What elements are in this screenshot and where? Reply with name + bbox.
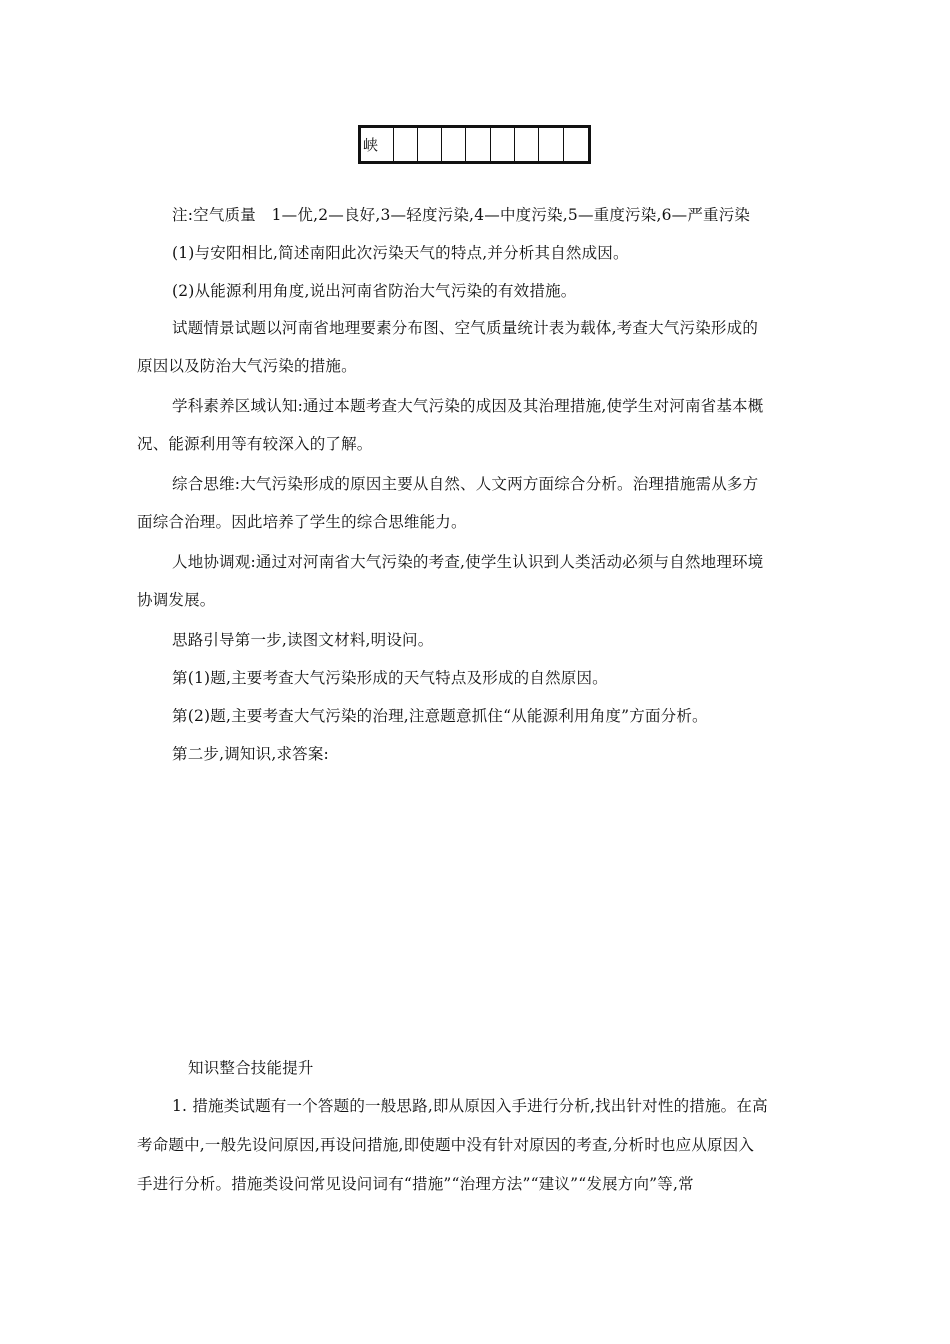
analysis-line: 协调发展。 (137, 591, 216, 609)
table-cell-city: 峡 (361, 128, 394, 161)
table-cell (491, 128, 515, 161)
table-cell (539, 128, 563, 161)
analysis-line: 第二步,调知识,求答案: (172, 745, 329, 763)
knowledge-line: 手进行分析。措施类设问常见设问词有“措施”“治理方法”“建议”“发展方向”等,常 (137, 1175, 694, 1193)
section-heading: 知识整合技能提升 (188, 1059, 314, 1077)
knowledge-line: 考命题中,一般先设问原因,再设问措施,即使题中没有针对原因的考查,分析时也应从原因入 (137, 1136, 755, 1154)
analysis-line: 第(2)题,主要考查大气污染的治理,注意题意抓住“从能源利用角度”方面分析。 (172, 707, 708, 725)
knowledge-line: 1. 措施类试题有一个答题的一般思路,即从原因入手进行分析,找出针对性的措施。在高 (172, 1097, 768, 1115)
table-note: 注:空气质量 1—优,2—良好,3—轻度污染,4—中度污染,5—重度污染,6—严重污染 (172, 206, 751, 224)
analysis-line: 人地协调观:通过对河南省大气污染的考查,使学生认识到人类活动必须与自然地理环境 (172, 553, 764, 571)
table-cell (564, 128, 588, 161)
analysis-line: 第(1)题,主要考查大气污染形成的天气特点及形成的自然原因。 (172, 669, 608, 687)
analysis-line: 综合思维:大气污染形成的原因主要从自然、人文两方面综合分析。治理措施需从多方 (172, 475, 759, 493)
table-cell (418, 128, 442, 161)
analysis-line: 试题情景试题以河南省地理要素分布图、空气质量统计表为载体,考查大气污染形成的 (172, 319, 759, 337)
analysis-line: 学科素养区域认知:通过本题考查大气污染的成因及其治理措施,使学生对河南省基本概 (172, 397, 764, 415)
analysis-line: 原因以及防治大气污染的措施。 (137, 357, 357, 375)
question-2: (2)从能源利用角度,说出河南省防治大气污染的有效措施。 (172, 282, 577, 300)
table-cell (515, 128, 539, 161)
table-cell (466, 128, 490, 161)
table-cell (442, 128, 466, 161)
table-cell (394, 128, 418, 161)
analysis-line: 面综合治理。因此培养了学生的综合思维能力。 (137, 513, 467, 531)
analysis-line: 思路引导第一步,读图文材料,明设问。 (172, 631, 434, 649)
analysis-line: 况、能源利用等有较深入的了解。 (137, 435, 373, 453)
air-quality-table-fragment (358, 125, 591, 164)
question-1: (1)与安阳相比,简述南阳此次污染天气的特点,并分析其自然成因。 (172, 244, 629, 262)
